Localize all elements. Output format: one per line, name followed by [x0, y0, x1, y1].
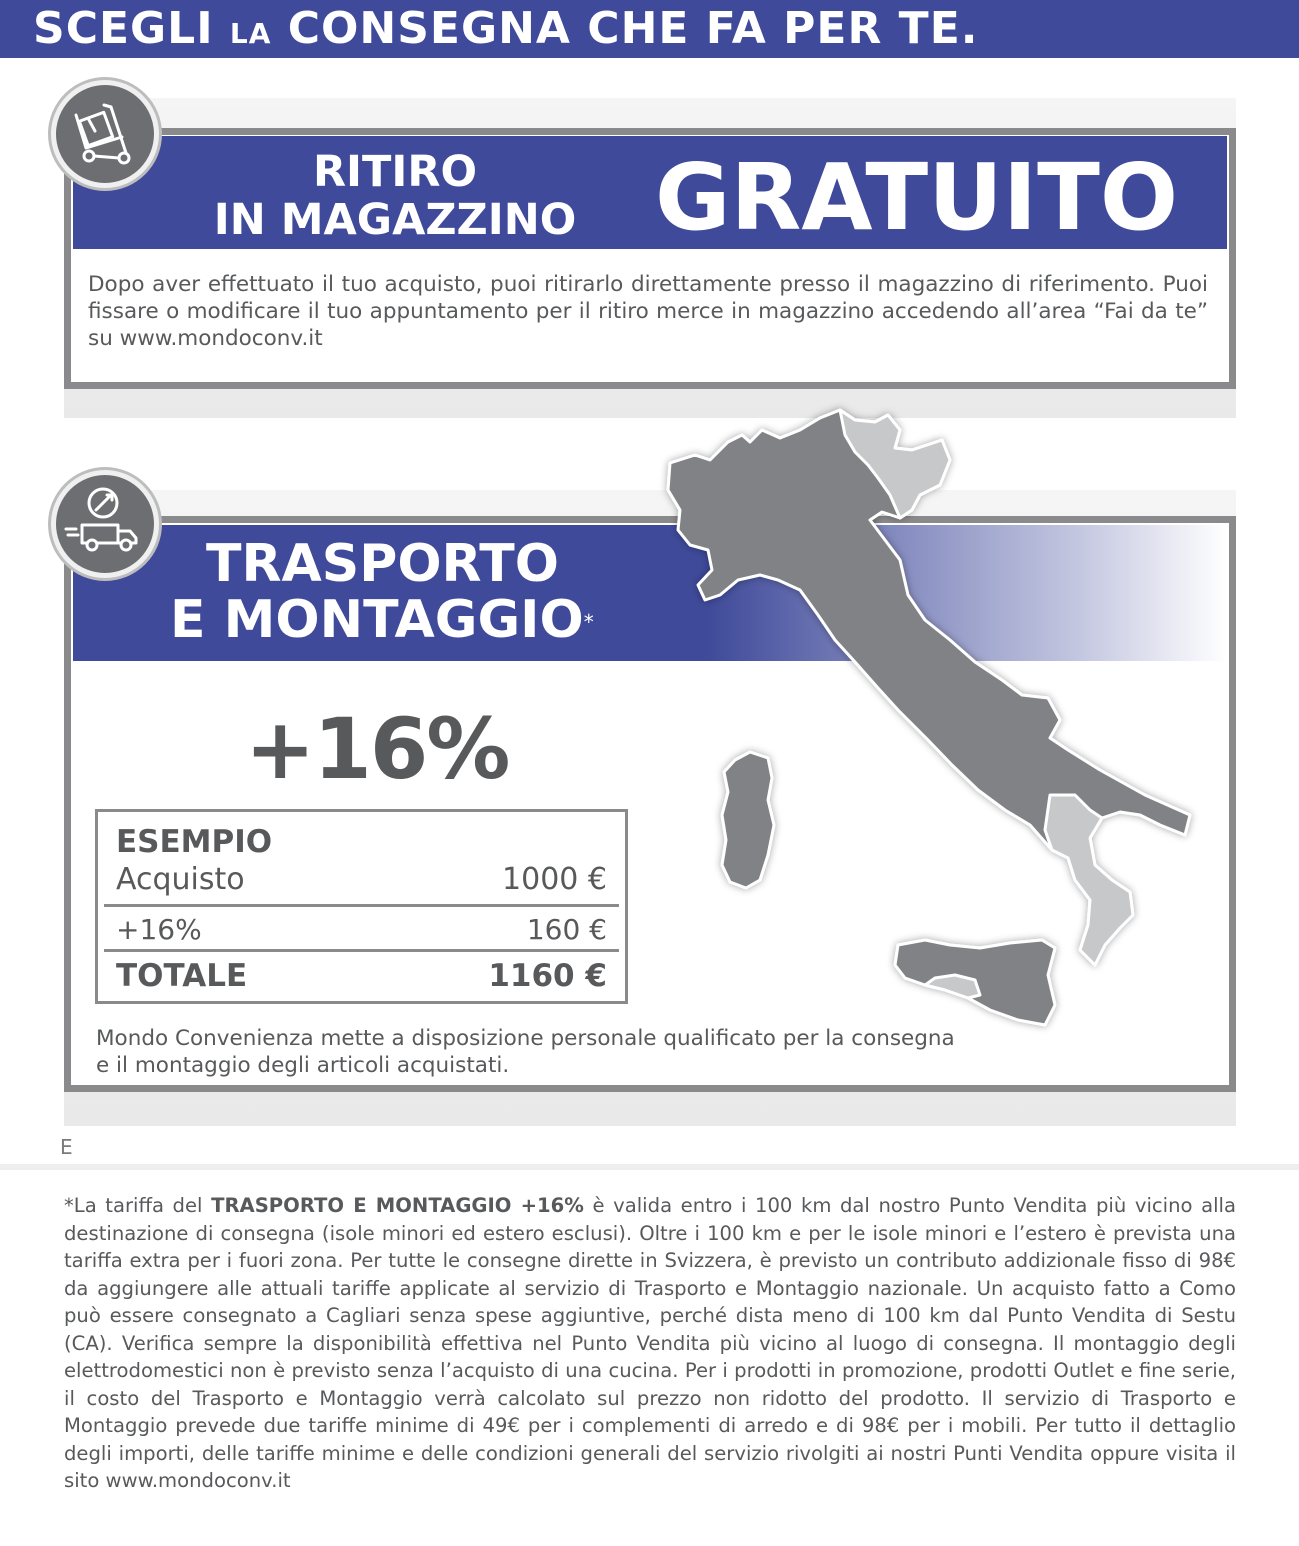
example-row-label: TOTALE: [116, 958, 248, 994]
transport-percentage: +16%: [245, 700, 509, 798]
header-title-part2: CONSEGNA CHE FA PER TE: [271, 3, 961, 54]
example-row-label: +16%: [116, 913, 202, 946]
example-divider: [104, 949, 619, 952]
page-letter: E: [60, 1135, 73, 1159]
gratuito-badge: GRATUITO: [655, 144, 1179, 251]
page-header: [0, 0, 1299, 58]
footnote-prefix: *La tariffa del: [64, 1194, 212, 1217]
footnote: [64, 1192, 1236, 1495]
italy-sardinia: [722, 752, 774, 888]
hand-truck-icon: [51, 80, 159, 188]
trasporto-title-line1: TRASPORTO: [206, 534, 559, 594]
section-divider: [0, 1164, 1299, 1170]
example-row-value: 160 €: [526, 913, 607, 946]
trasporto-asterisk: *: [583, 610, 594, 634]
italy-map: [650, 400, 1210, 1080]
example-heading: ESEMPIO: [116, 824, 273, 860]
ritiro-title: [180, 148, 610, 244]
delivery-truck-wrench-icon: [51, 470, 159, 578]
ritiro-title-line1: RITIRO: [312, 147, 478, 197]
example-row-value: 1000 €: [502, 862, 607, 897]
footnote-bold: TRASPORTO E MONTAGGIO +16%: [211, 1194, 584, 1217]
ritiro-title-line2: IN MAGAZZINO: [213, 195, 577, 245]
trasporto-description: Mondo Convenienza mette a disposizione personale qualificato per la consegna e il montaggio degli articoli acquistati.: [96, 1026, 955, 1078]
trasporto-title-line2: E MONTAGGIO: [170, 590, 584, 650]
example-row-label: Acquisto: [116, 862, 245, 897]
ritiro-description: Dopo aver effettuato il tuo acquisto, puoi ritirarlo direttamente presso il magazzino di riferimento. Puoi fissare o modificare il tuo appuntamento per il ritiro merce in magazzino accedendo all’area “Fai da te” su www.mondoconv.it: [88, 272, 1208, 351]
italy-sicily-west: [925, 975, 980, 998]
footnote-body: è valida entro i 100 km dal nostro Punto Vendita più vicino alla destinazione di consegna (isole minori ed estero esclusi). Oltre i 100 km e per le isole minori e l’estero è prevista una tariffa extra per i fuori zona. Per tutte le consegne dirette in Svizzera, è previsto un contributo addizionale fisso di 98€ da aggiungere alle attuali tariffe applicate al servizio di Trasporto e Montaggio nazionale. Un acquisto fatto a Como può essere consegnato a Cagliari senza spese aggiuntive, perché dista meno di 100 km dal Punto Vendita di Sestu (CA). Verifica sempre la disponibilità effettiva nel Punto Vendita più vicino al luogo di consegna. Il montaggio degli elettrodomestici non è previsto senza l’acquisto di una cucina. Per i prodotti in promozione, prodotti Outlet e fine serie, il costo del Trasporto e Montaggio verrà calcolato sul prezzo non ridotto del prodotto. Il servizio di Trasporto e Montaggio prevede due tariffe minime di 49€ per i complementi di arredo e di 98€ per i mobili. Per tutto il dettaglio degli importi, delle tariffe minime e delle condizioni generali del servizio rivolgiti ai nostri Punti Vendita oppure visita il sito www.mondoconv.it: [64, 1194, 1236, 1492]
example-divider: [104, 904, 619, 907]
header-title-end: .: [960, 3, 979, 54]
header-title-small: LA: [229, 17, 272, 50]
example-table: [95, 809, 628, 1004]
italy-region-calabria: [1045, 795, 1133, 965]
example-row-value: 1160 €: [488, 958, 607, 994]
trasporto-title: [170, 536, 600, 648]
header-title-part1: SCEGLI: [33, 3, 230, 54]
